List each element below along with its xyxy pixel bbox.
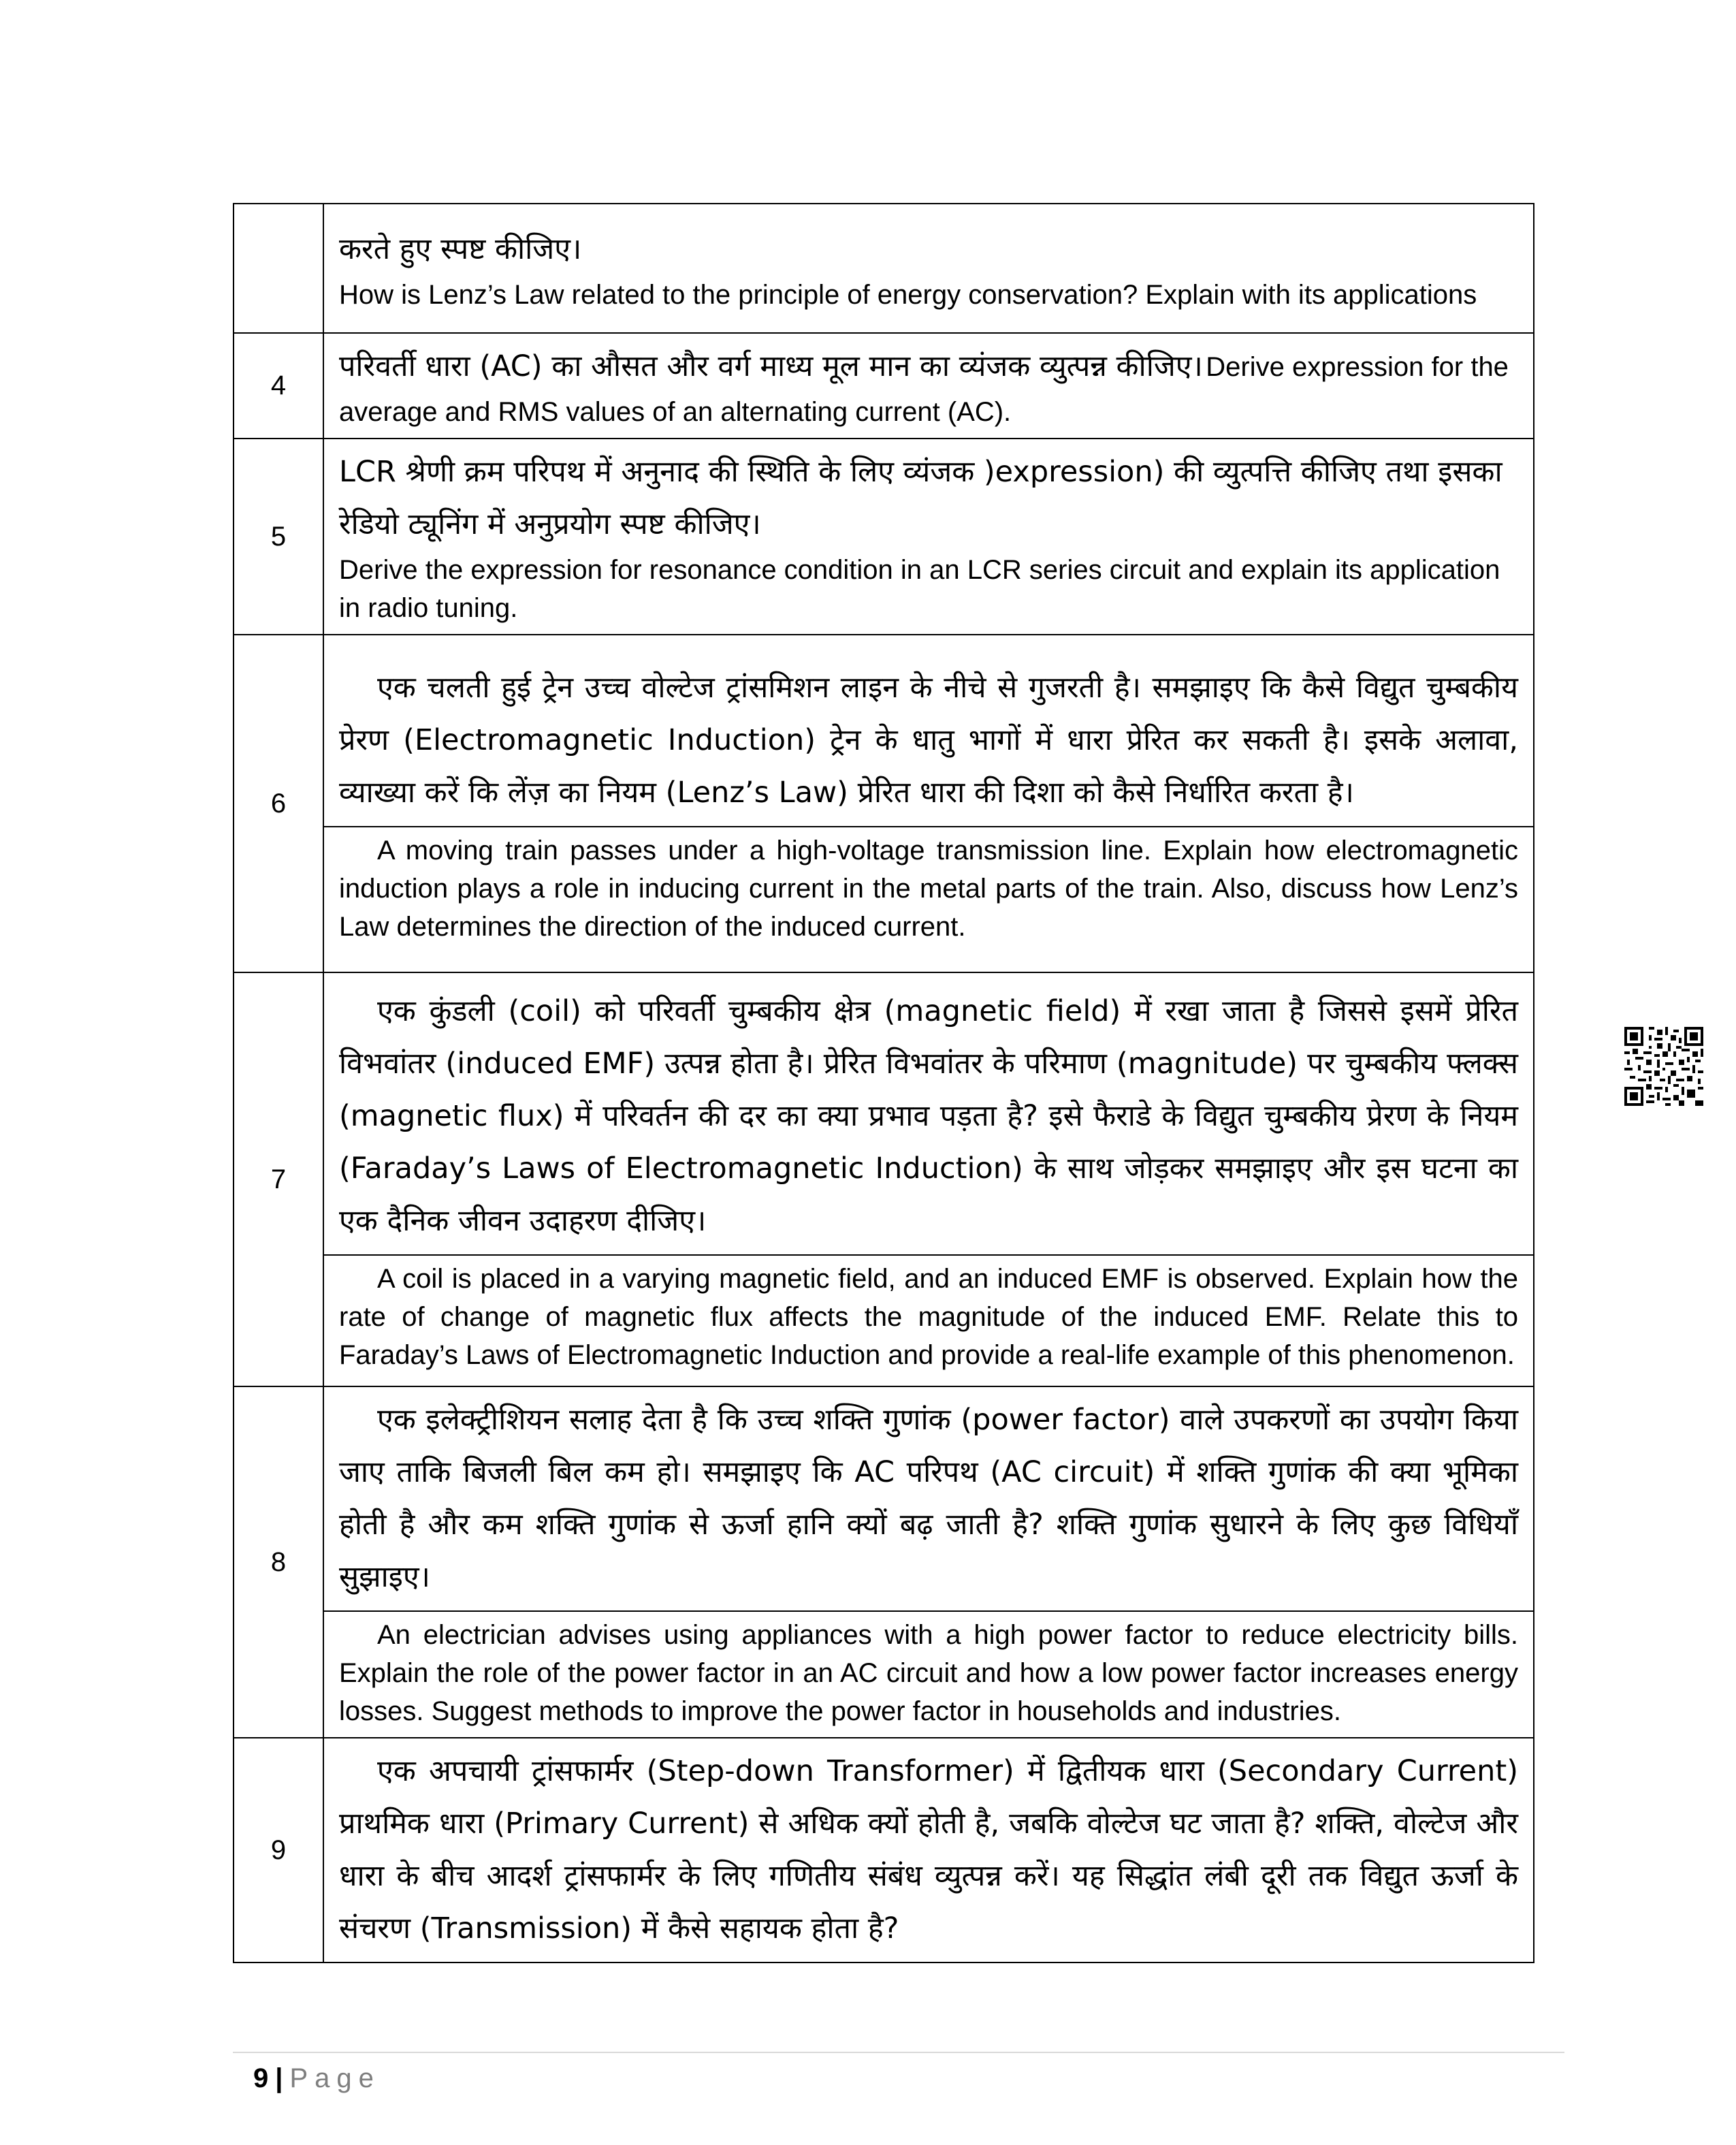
- question-english: Derive expression for the average and RMS values of an alternating current (AC).: [339, 352, 1509, 427]
- question-content: [323, 333, 1534, 439]
- page-label: Page: [289, 2063, 381, 2093]
- question-row: [234, 635, 1534, 972]
- question-hindi: एक इलेक्ट्रीशियन सलाह देता है कि उच्च शक्ति गुणांक (power factor) वाले उपकरणों का उपयोग किया जाए ताकि बिजली बिल कम हो। समझाइए कि AC परिपथ (AC circuit) में शक्ति गुणांक की क्या भूमिका होती है और कम शक्ति गुणांक से ऊर्जा हानि क्यों बढ़ जाती है? शक्ति गुणांक सुधारने के लिए कुछ विधियाँ सुझाइए।: [339, 1403, 1518, 1594]
- question-content: [323, 439, 1534, 635]
- question-row: [234, 204, 1534, 333]
- question-row: [234, 1386, 1534, 1738]
- question-number: 4: [234, 333, 323, 439]
- question-number: 7: [234, 972, 323, 1386]
- qr-code-icon: [1624, 1027, 1703, 1106]
- question-number: 5: [234, 439, 323, 635]
- page-number: 9: [253, 2063, 269, 2093]
- question-english: A coil is placed in a varying magnetic field, and an induced EMF is observed. Explain how the rate of change of magnetic flux affects the magnitude of the induced EMF. Relate this to Faraday’s Laws of Electromagnetic Induction and provide a real-life example of this phenomenon.: [324, 1254, 1533, 1374]
- question-english: An electrician advises using appliances with a high power factor to reduce electricity bills. Explain the role of the power factor in an AC circuit and how a low power factor increases energy losses. Suggest methods to improve the power factor in households and industries.: [324, 1610, 1533, 1730]
- question-row: [234, 439, 1534, 635]
- question-hindi: एक कुंडली (coil) को परिवर्ती चुम्बकीय क्षेत्र (magnetic field) में रखा जाता है जिससे इसमें प्रेरित विभवांतर (induced EMF) उत्पन्न होता है। प्रेरित विभवांतर के परिमाण (magnitude) पर चुम्बकीय फ्लक्स (magnetic flux) में परिवर्तन की दर का क्या प्रभाव पड़ता है? इसे फैराडे के विद्युत चुम्बकीय प्रेरण के नियम (Faraday’s Laws of Electromagnetic Induction) के साथ जोड़कर समझाइए और इस घटना का एक दैनिक जीवन उदाहरण दीजिए।: [339, 994, 1518, 1238]
- question-row: [234, 1738, 1534, 1963]
- question-hindi: एक चलती हुई ट्रेन उच्च वोल्टेज ट्रांसमिशन लाइन के नीचे से गुजरती है। समझाइए कि कैसे विद्युत चुम्बकीय प्रेरण (Electromagnetic Induction) ट्रेन के धातु भागों में धारा प्रेरित कर सकती है। इसके अलावा, व्याख्या करें कि लेंज़ का नियम (Lenz’s Law) प्रेरित धारा की दिशा को कैसे निर्धारित करता है।: [339, 670, 1518, 810]
- question-english: How is Lenz’s Law related to the principle of energy conservation? Explain with its applications: [339, 279, 1477, 310]
- question-number: 8: [234, 1386, 323, 1738]
- question-number: [234, 204, 323, 333]
- question-content: [323, 972, 1534, 1386]
- question-content: [323, 1738, 1534, 1963]
- question-row: [234, 333, 1534, 439]
- question-hindi: LCR श्रेणी क्रम परिपथ में अनुनाद की स्थिति के लिए व्यंजक )expression) की व्युत्पत्ति कीजिए तथा इसका रेडियो ट्यूनिंग में अनुप्रयोग स्पष्ट कीजिए।: [339, 455, 1502, 541]
- question-english: Derive the expression for resonance condition in an LCR series circuit and explain its application in radio tuning.: [339, 555, 1500, 623]
- question-hindi: परिवर्ती धारा (AC) का औसत और वर्ग माध्य मूल मान का व्यंजक व्युत्पन्न कीजिए।: [339, 349, 1203, 383]
- question-content: [323, 1386, 1534, 1738]
- question-hindi: एक अपचायी ट्रांसफार्मर (Step-down Transformer) में द्वितीयक धारा (Secondary Current) प्राथमिक धारा (Primary Current) से अधिक क्यों होती है, जबकि वोल्टेज घट जाता है? शक्ति, वोल्टेज और धारा के बीच आदर्श ट्रांसफार्मर के लिए गणितीय संबंध व्युत्पन्न करें। यह सिद्धांत लंबी दूरी तक विद्युत ऊर्जा के संचरण (Transmission) में कैसे सहायक होता है?: [339, 1754, 1518, 1945]
- page-footer: [253, 2058, 381, 2099]
- question-content: [323, 635, 1534, 972]
- footer-divider: [233, 2052, 1564, 2053]
- question-content: [323, 204, 1534, 333]
- question-english: A moving train passes under a high-voltage transmission line. Explain how electromagnetic induction plays a role in inducing current in the metal parts of the train. Also, discuss how Lenz’s Law determines the direction of the induced current.: [324, 826, 1533, 946]
- questions-table: [233, 203, 1534, 1963]
- question-hindi: करते हुए स्पष्ट कीजिए।: [339, 232, 582, 266]
- question-row: [234, 972, 1534, 1386]
- question-number: 6: [234, 635, 323, 972]
- footer-separator: |: [275, 2063, 283, 2093]
- question-number: 9: [234, 1738, 323, 1963]
